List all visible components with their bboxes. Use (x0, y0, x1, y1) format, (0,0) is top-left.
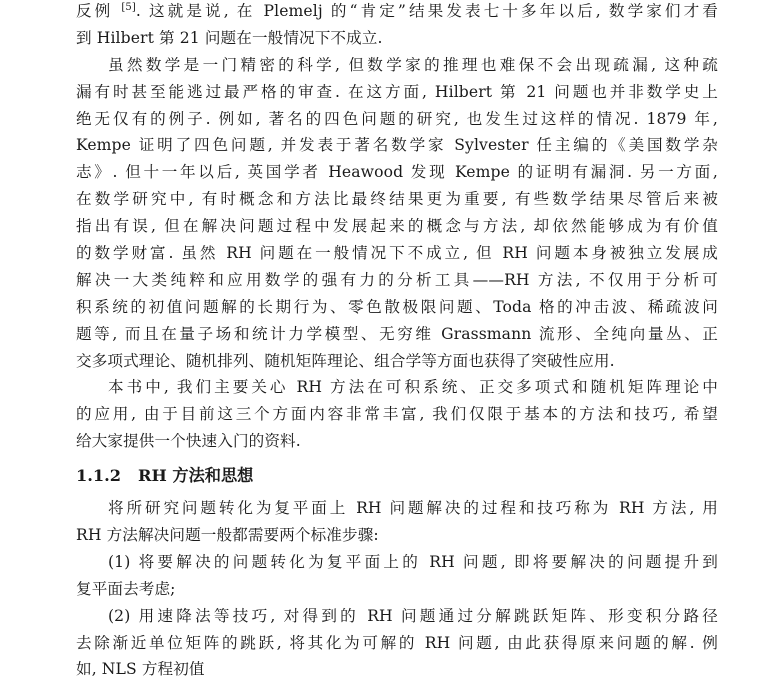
text-line: 绝无仅有的例子. 例如, 著名的四色问题的研究, 也发生过这样的情况. 1879 年, (76, 109, 718, 128)
paragraph-3 (76, 374, 718, 455)
text-line: 复平面去考虑; (76, 579, 176, 598)
text-span: 反例 (76, 2, 122, 20)
text-line: 积系统的初值问题解的长期行为、零色散极限问题、Toda 格的冲击波、稀疏波问 (76, 297, 718, 316)
paragraph-1 (76, 0, 718, 52)
text-line: 指出有误, 但在解决问题过程中发展起来的概念与方法, 却依然能够成为有价值 (76, 217, 718, 236)
section-heading (76, 459, 718, 493)
text-line: 给大家提供一个快速入门的资料. (76, 432, 301, 451)
text-line: 的数学财富. 虽然 RH 问题在一般情况下不成立, 但 RH 问题本身被独立发展成 (76, 244, 718, 263)
text-line: 漏有时甚至能逃过最严格的审查. 在这方面, Hilbert 第 21 问题也并非数学史上 (76, 82, 718, 101)
paragraph-2 (76, 52, 718, 375)
text-line: 将所研究问题转化为复平面上 RH 问题解决的过程和技巧称为 RH 方法, 用 (108, 499, 718, 518)
text-line: 解决一大类纯粹和应用数学的强有力的分析工具——RH 方法, 不仅用于分析可 (76, 270, 718, 289)
paragraph-4 (76, 495, 718, 549)
text-line: Kempe 证明了四色问题, 并发表于著名数学家 Sylvester 任主编的《美国数学杂 (76, 136, 718, 155)
section-title: RH 方法和思想 (138, 466, 254, 486)
text-line: 志》. 但十一年以后, 英国学者 Heawood 发现 Kempe 的证明有漏洞. 另一方面, (76, 163, 718, 182)
text-line: 交多项式理论、随机排列、随机矩阵理论、组合学等方面也获得了突破性应用. (76, 351, 615, 370)
text-line: (2) 用速降法等技巧, 对得到的 RH 问题通过分解跳跃矩阵、形变积分路径 (108, 606, 718, 625)
text-line: 的应用, 由于目前这三个方面内容非常丰富, 我们仅限于基本的方法和技巧, 希望 (76, 405, 718, 424)
text-line: 如, NLS 方程初值 (76, 660, 205, 679)
citation-ref[interactable]: [5] (121, 2, 136, 13)
step-1 (76, 549, 718, 603)
text-span: . 这就是说, 在 Plemelj 的“肯定”结果发表七十多年以后, 数学家们才看 (135, 2, 718, 20)
text-line: 虽然数学是一门精密的科学, 但数学家的推理也难保不会出现疏漏, 这种疏 (108, 55, 718, 74)
text-line: 本书中, 我们主要关心 RH 方法在可积系统、正交多项式和随机矩阵理论中 (108, 378, 718, 397)
text-line: 到 Hilbert 第 21 问题在一般情况下不成立. (76, 28, 383, 47)
text-line: 题等, 而且在量子场和统计力学模型、无穷维 Grassmann 流形、全纯向量丛、正 (76, 324, 718, 343)
text-line: 在数学研究中, 有时概念和方法比最终结果更为重要, 有些数学结果尽管后来被 (76, 190, 718, 209)
page-body (76, 0, 718, 683)
text-line (76, 0, 718, 25)
text-line: RH 方法解决问题一般都需要两个标准步骤: (76, 526, 379, 545)
text-line: (1) 将要解决的问题转化为复平面上的 RH 问题, 即将要解决的问题提升到 (108, 552, 718, 571)
text-line: 去除渐近单位矩阵的跳跃, 将其化为可解的 RH 问题, 由此获得原来问题的解. 例 (76, 633, 718, 652)
section-number: 1.1.2 (76, 466, 122, 486)
step-2 (76, 603, 718, 684)
